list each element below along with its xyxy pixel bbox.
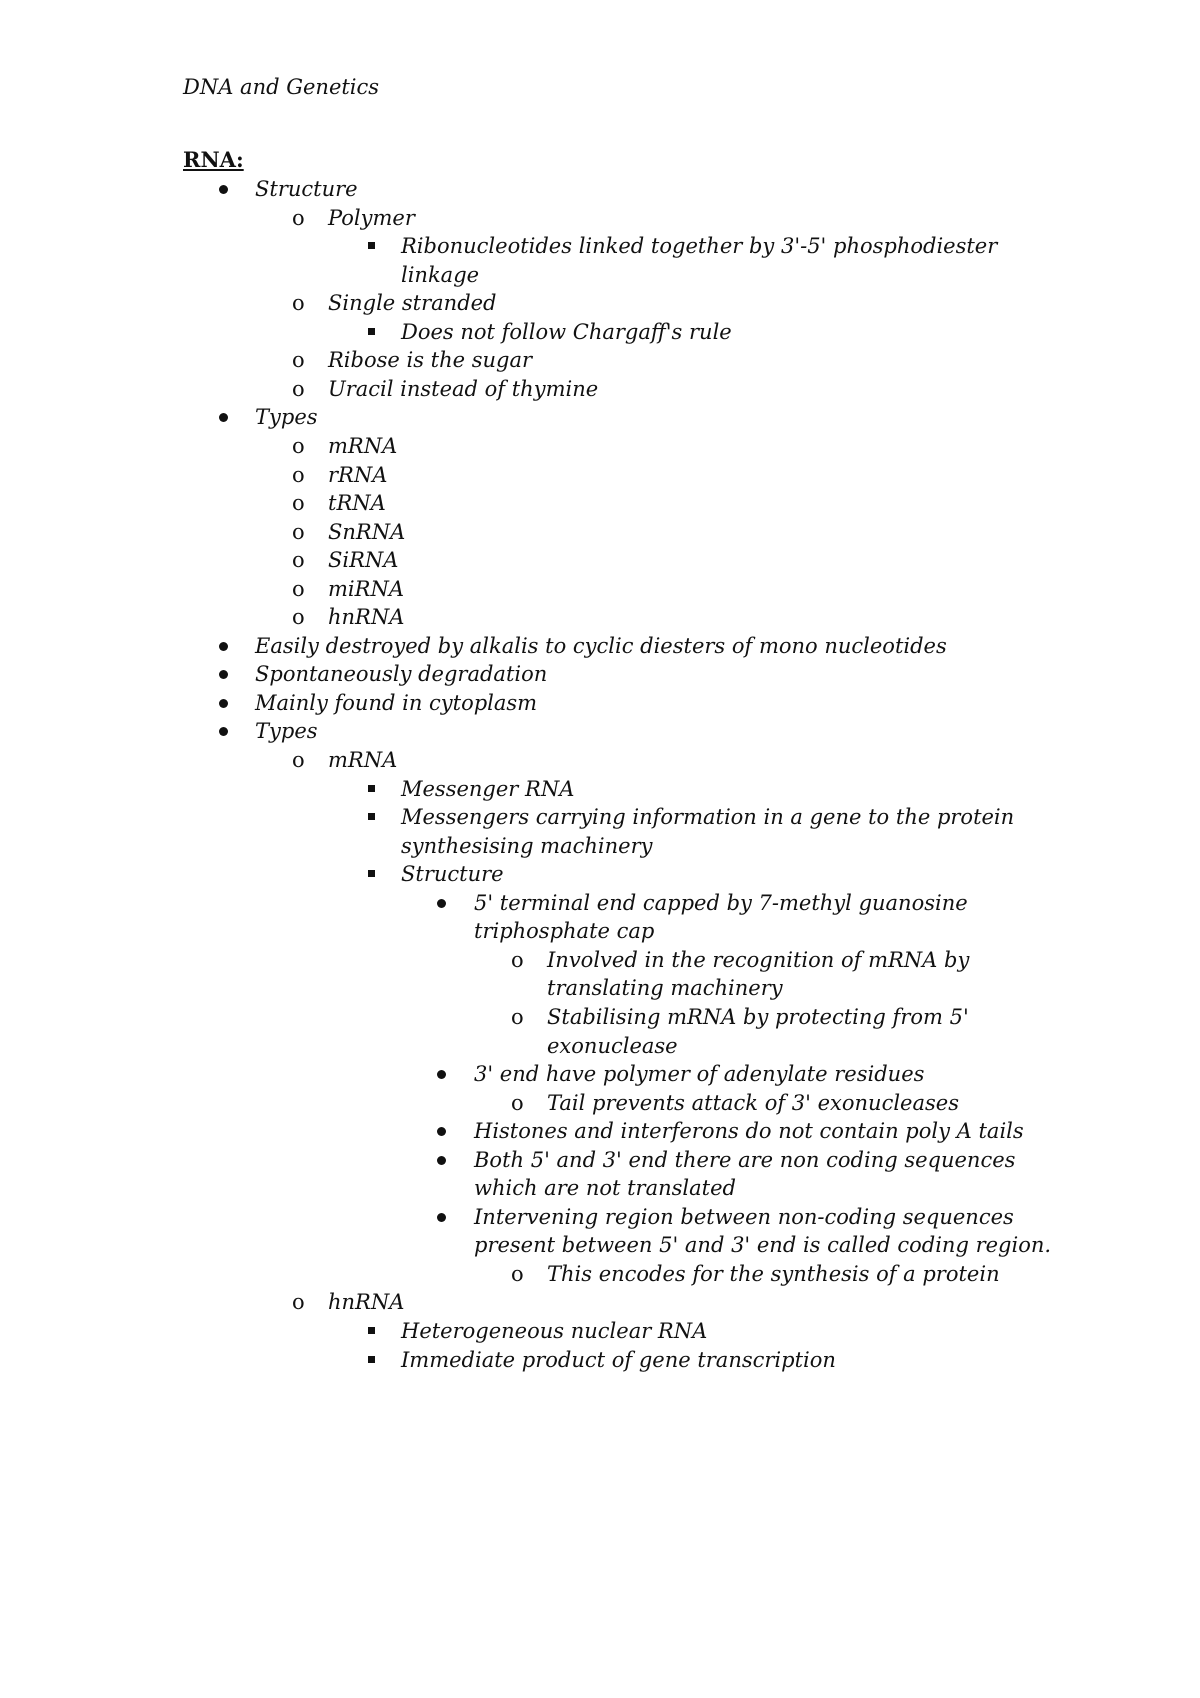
bullet-marker-level5: o: [511, 1091, 524, 1115]
list-item: mRNA: [328, 434, 398, 458]
list-item: 5' terminal end capped by 7-methyl guanosine: [474, 891, 968, 915]
list-item: SnRNA: [328, 520, 406, 544]
list-item: tRNA: [328, 491, 386, 515]
bullet-marker-level2: o: [292, 577, 305, 601]
list-item: mRNA: [328, 748, 398, 772]
bullet-marker-level2: o: [292, 348, 305, 372]
list-item-continuation: exonuclease: [547, 1034, 678, 1058]
list-item: Messenger RNA: [401, 777, 575, 801]
list-item: Histones and interferons do not contain poly A tails: [474, 1119, 1024, 1143]
list-item: Involved in the recognition of mRNA by: [547, 948, 970, 972]
list-item: Heterogeneous nuclear RNA: [401, 1319, 708, 1343]
list-item: Intervening region between non-coding sequences: [474, 1205, 1014, 1229]
bullet-marker-level2: o: [292, 520, 305, 544]
list-item-continuation: present between 5' and 3' end is called coding region.: [474, 1233, 1052, 1257]
bullet-marker-level2: o: [292, 605, 305, 629]
bullet-marker-level2: o: [292, 206, 305, 230]
list-item: Uracil instead of thymine: [328, 377, 599, 401]
list-item: Stabilising mRNA by protecting from 5': [547, 1005, 969, 1029]
document-header-title: DNA and Genetics: [183, 75, 380, 99]
list-item: Structure: [401, 862, 504, 886]
list-item-continuation: translating machinery: [547, 976, 783, 1000]
list-item-continuation: synthesising machinery: [401, 834, 653, 858]
list-item-continuation: triphosphate cap: [474, 919, 655, 943]
list-item: Single stranded: [328, 291, 497, 315]
list-item: SiRNA: [328, 548, 399, 572]
list-item: Ribonucleotides linked together by 3'-5' phosphodiester: [401, 234, 998, 258]
list-item-continuation: which are not translated: [474, 1176, 736, 1200]
list-item: hnRNA: [328, 605, 405, 629]
bullet-marker-level5: o: [511, 1262, 524, 1286]
section-heading: RNA:: [183, 147, 244, 172]
list-item: 3' end have polymer of adenylate residues: [474, 1062, 925, 1086]
bullet-marker-level2: o: [292, 491, 305, 515]
list-item-continuation: linkage: [401, 263, 480, 287]
list-item: hnRNA: [328, 1290, 405, 1314]
list-item: Spontaneously degradation: [255, 662, 548, 686]
list-item: Tail prevents attack of 3' exonucleases: [547, 1091, 959, 1115]
list-item: Easily destroyed by alkalis to cyclic diesters of mono nucleotides: [255, 634, 947, 658]
list-item: Both 5' and 3' end there are non coding sequences: [474, 1148, 1016, 1172]
list-item: Ribose is the sugar: [328, 348, 533, 372]
bullet-marker-level2: o: [292, 434, 305, 458]
bullet-marker-level2: o: [292, 1290, 305, 1314]
list-item: Structure: [255, 177, 358, 201]
bullet-marker-level2: o: [292, 377, 305, 401]
list-item: Does not follow Chargaff's rule: [401, 320, 732, 344]
bullet-marker-level5: o: [511, 948, 524, 972]
list-item: miRNA: [328, 577, 404, 601]
list-item: Polymer: [328, 206, 415, 230]
list-item: This encodes for the synthesis of a protein: [547, 1262, 1000, 1286]
list-item: Messengers carrying information in a gene to the protein: [401, 805, 1015, 829]
bullet-marker-level2: o: [292, 748, 305, 772]
bullet-marker-level5: o: [511, 1005, 524, 1029]
list-item: Types: [255, 405, 318, 429]
list-item: rRNA: [328, 463, 388, 487]
list-item: Immediate product of gene transcription: [401, 1348, 836, 1372]
bullet-marker-level2: o: [292, 463, 305, 487]
list-item: Types: [255, 719, 318, 743]
list-item: Mainly found in cytoplasm: [255, 691, 538, 715]
bullet-marker-level2: o: [292, 291, 305, 315]
bullet-marker-level2: o: [292, 548, 305, 572]
